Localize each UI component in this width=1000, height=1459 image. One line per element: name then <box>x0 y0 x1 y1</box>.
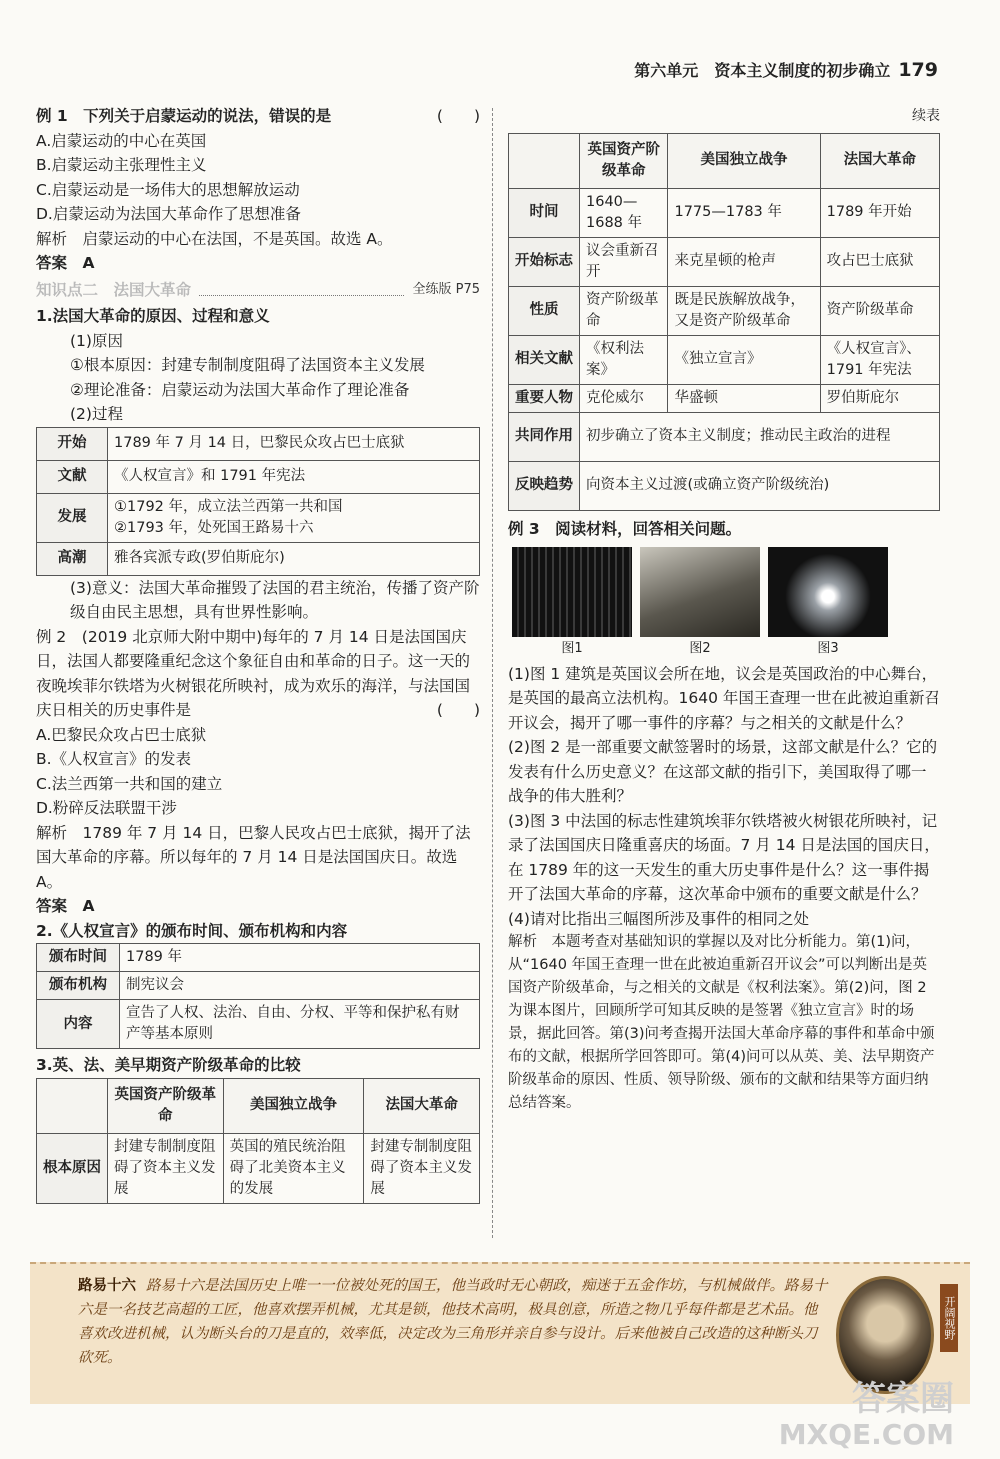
point-3-title: 3.英、法、美早期资产阶级革命的比较 <box>36 1056 301 1074</box>
page-number: 179 <box>898 59 938 81</box>
table-cell: 1775—1783 年 <box>668 188 820 237</box>
table-cell: 议会重新召开 <box>580 237 668 286</box>
table-cell: 罗伯斯庇尔 <box>820 384 939 412</box>
table-row <box>509 237 940 286</box>
example-2-answer: 答案 A <box>36 897 95 915</box>
column-divider <box>492 108 493 1238</box>
table-cell: 来克星顿的枪声 <box>668 237 820 286</box>
table-cell: 《人权宣言》和 1791 年宪法 <box>108 460 480 493</box>
example-1-option: A.启蒙运动的中心在英国 <box>36 131 207 150</box>
table-cell: 时间 <box>509 188 580 237</box>
portrait-image <box>836 1276 934 1394</box>
example-1-answer: 答案 A <box>36 254 95 272</box>
cause-item: ①根本原因：封建专制制度阻碍了法国资本主义发展 <box>70 356 425 374</box>
table-cell: 法国大革命 <box>364 1078 480 1133</box>
figure-row <box>512 547 940 662</box>
table-cell: 共同作用 <box>509 412 580 461</box>
table-cell: 开始标志 <box>509 237 580 286</box>
table-row <box>509 384 940 412</box>
table-cell <box>37 1078 108 1133</box>
table-cell: 美国独立战争 <box>223 1078 364 1133</box>
table-row <box>37 972 480 1000</box>
table-cell: 1640—1688 年 <box>580 188 668 237</box>
left-column <box>36 104 480 1204</box>
comparison-table <box>36 1078 480 1204</box>
footer-tag: 开阔视野 <box>940 1284 958 1352</box>
table-cell: 向资本主义过渡(或确立资产阶级统治) <box>580 461 940 510</box>
table-cell: 攻占巴士底狱 <box>820 237 939 286</box>
table-cell: 开始 <box>37 427 108 460</box>
example-2-option: D.粉碎反法联盟干涉 <box>36 799 177 817</box>
table-cell: 颁布机构 <box>37 972 120 1000</box>
table-cell: 英国的殖民统治阻碍了北美资本主义的发展 <box>223 1133 364 1203</box>
table-row <box>37 1133 480 1203</box>
example-3-analysis: 解析 本题考查对基础知识的掌握以及对比分析能力。第(1)问，从“1640 年国王查理一世在此被迫重新召开议会”可以判断出是英国资产阶级革命，与之相关的文献是《权利法案》。第(2)问，图 2 为课本图片，回顾所学可知其反映的是签署《独立宣言》时的场景，据此回答。第(3)问考查揭开法国大革命序幕的事件和革命中颁布的文献，根据所学回答即可。第(4)问可以从英、美、法早期资产阶级革命的原因、性质、领导阶级、颁布的文献和结果等方面归纳总结答案。 <box>508 934 935 1111</box>
table-row <box>37 460 480 493</box>
question-4: (4)请对比指出三幅图所涉及事件的相同之处 <box>508 909 809 928</box>
unit-title: 资本主义制度的初步确立 <box>714 61 891 80</box>
table-cell: 《独立宣言》 <box>668 335 820 384</box>
table-cell <box>509 133 580 188</box>
table-cell: 资产阶级革命 <box>580 286 668 335</box>
question-1: (1)图 1 建筑是英国议会所在地，议会是英国政治的中心舞台，是英国的最高立法机构。1640 年国王查理一世在此被迫重新召开议会，揭开了哪一事件的序幕？与之相关的文献是什么？ <box>508 664 940 732</box>
parliament-image <box>512 547 632 637</box>
table-cell: 华盛顿 <box>668 384 820 412</box>
table-header-row <box>37 1078 480 1133</box>
continued-label: 续表 <box>912 108 940 124</box>
table-cell: 初步确立了资本主义制度；推动民主政治的进程 <box>580 412 940 461</box>
table-cell: 文献 <box>37 460 108 493</box>
declaration-signing-image <box>640 547 760 637</box>
table-cell: 性质 <box>509 286 580 335</box>
table-cell: 根本原因 <box>37 1133 108 1203</box>
example-2-analysis: 解析 1789 年 7 月 14 日，巴黎人民攻占巴士底狱，揭开了法国大革命的序幕。所以每年的 7 月 14 日是法国国庆日。故选 A。 <box>36 823 471 891</box>
cause-heading: (1)原因 <box>70 331 123 350</box>
table-row <box>37 493 480 542</box>
table-cell: 既是民族解放战争，又是资产阶级革命 <box>668 286 820 335</box>
footer-text: 路易十六 路易十六是法国历史上唯一一位被处死的国王，他当政时无心朝政，痴迷于五金作坊，与机械做伴。路易十六是一名技艺高超的工匠，他喜欢摆弄机械，尤其是锁，他技术高明，极具创意，所造之物几乎每件都是艺术品。他喜欢改进机械，认为断头台的刀是直的，效率低，决定改为三角形并亲自参与设计。后来他被自己改造的这种断头刀砍死。 <box>78 1278 828 1366</box>
example-1-analysis: 解析 启蒙运动的中心在法国，不是英国。故选 A。 <box>36 229 393 248</box>
cause-item: ②理论准备：启蒙运动为法国大革命作了理论准备 <box>70 380 410 399</box>
figure-1: 图1 <box>512 547 632 662</box>
table-row <box>37 542 480 575</box>
unit-label: 第六单元 <box>634 61 699 80</box>
table-cell: 重要人物 <box>509 384 580 412</box>
table-cell: 1789 年开始 <box>820 188 939 237</box>
table-row <box>509 461 940 510</box>
example-1-option: B.启蒙运动主张理性主义 <box>36 156 207 174</box>
table-cell: 《人权宣言》、1791 年宪法 <box>820 335 939 384</box>
table-cell: 雅各宾派专政(罗伯斯庇尔) <box>108 542 480 575</box>
revolution-process-table <box>36 427 480 576</box>
table-cell: 英国资产阶级革命 <box>580 133 668 188</box>
table-cell: 英国资产阶级革命 <box>108 1078 224 1133</box>
table-cell: 颁布时间 <box>37 944 120 972</box>
meaning-text: (3)意义：法国大革命摧毁了法国的君主统治，传播了资产阶级自由民主思想，具有世界性影响。 <box>70 578 480 621</box>
point-1-title: 1.法国大革命的原因、过程和意义 <box>36 307 270 325</box>
figure-3: 图3 <box>768 547 888 662</box>
table-cell: 《权利法案》 <box>580 335 668 384</box>
eiffel-tower-fireworks-image <box>768 547 888 637</box>
section-heading: 知识点二 法国大革命 全练版 P75 <box>36 280 480 299</box>
table-row <box>37 1000 480 1049</box>
page-header <box>634 58 938 81</box>
example-2-option: B.《人权宣言》的发表 <box>36 750 192 768</box>
table-cell: 封建专制制度阻碍了资本主义发展 <box>364 1133 480 1203</box>
table-cell: 美国独立战争 <box>668 133 820 188</box>
table-cell: 制宪议会 <box>120 972 480 1000</box>
table-cell: 反映趋势 <box>509 461 580 510</box>
point-2-title: 2.《人权宣言》的颁布时间、颁布机构和内容 <box>36 921 348 940</box>
table-cell: 封建专制制度阻碍了资本主义发展 <box>108 1133 224 1203</box>
declaration-table <box>36 943 480 1049</box>
table-cell: 发展 <box>37 493 108 542</box>
table-cell: 1789 年 7 月 14 日，巴黎民众攻占巴士底狱 <box>108 427 480 460</box>
table-cell: 克伦威尔 <box>580 384 668 412</box>
example-1-question: 例 1 下列关于启蒙运动的说法，错误的是 ( ) <box>36 107 480 125</box>
question-3: (3)图 3 中法国的标志性建筑埃菲尔铁塔被火树银花所映衬，记录了法国国庆日隆重喜庆的场面。7 月 14 日是法国的国庆日，在 1789 年的这一天发生的重大历史事件是什么？这一事件揭开了法国大革命的序幕，这次革命中颁布的重要文献是什么？ <box>508 811 940 903</box>
table-cell: ①1792 年，成立法兰西第一共和国 ②1793 年，处死国王路易十六 <box>108 493 480 542</box>
example-2-question: 例 2 (2019 北京师大附中期中)每年的 7 月 14 日是法国国庆日，法国人都要隆重纪念这个象征自由和革命的日子。这一天的夜晚埃菲尔铁塔为火树银花所映衬，成为欢乐的海洋，与法国国庆日相关的历史事件是 ( ) <box>36 627 480 719</box>
table-cell: 内容 <box>37 1000 120 1049</box>
table-cell: 1789 年 <box>120 944 480 972</box>
table-row <box>509 286 940 335</box>
table-row <box>37 944 480 972</box>
table-cell: 法国大革命 <box>820 133 939 188</box>
table-cell: 相关文献 <box>509 335 580 384</box>
process-heading: (2)过程 <box>70 405 123 423</box>
example-1-option: D.启蒙运动为法国大革命作了思想准备 <box>36 205 301 223</box>
table-cell: 资产阶级革命 <box>820 286 939 335</box>
question-2: (2)图 2 是一部重要文献签署时的场景，这部文献是什么？它的发表有什么历史意义？在这部文献的指引下，美国取得了哪一战争的伟大胜利？ <box>508 738 938 805</box>
table-row <box>509 335 940 384</box>
example-2-option: C.法兰西第一共和国的建立 <box>36 774 223 793</box>
table-row <box>37 427 480 460</box>
watermark: 答案圈 MXQE.COM <box>778 1379 954 1451</box>
example-3-intro: 例 3 阅读材料，回答相关问题。 <box>508 519 742 538</box>
table-row <box>509 412 940 461</box>
comparison-table-continued <box>508 133 940 511</box>
example-1-option: C.启蒙运动是一场伟大的思想解放运动 <box>36 180 300 199</box>
example-2-option: A.巴黎民众攻占巴士底狱 <box>36 725 207 744</box>
table-header-row <box>509 133 940 188</box>
footer-name: 路易十六 <box>78 1278 136 1294</box>
table-row <box>509 188 940 237</box>
table-cell: 宣告了人权、法治、自由、分权、平等和保护私有财产等基本原则 <box>120 1000 480 1049</box>
right-column <box>508 104 940 1115</box>
figure-2: 图2 <box>640 547 760 662</box>
table-cell: 高潮 <box>37 542 108 575</box>
